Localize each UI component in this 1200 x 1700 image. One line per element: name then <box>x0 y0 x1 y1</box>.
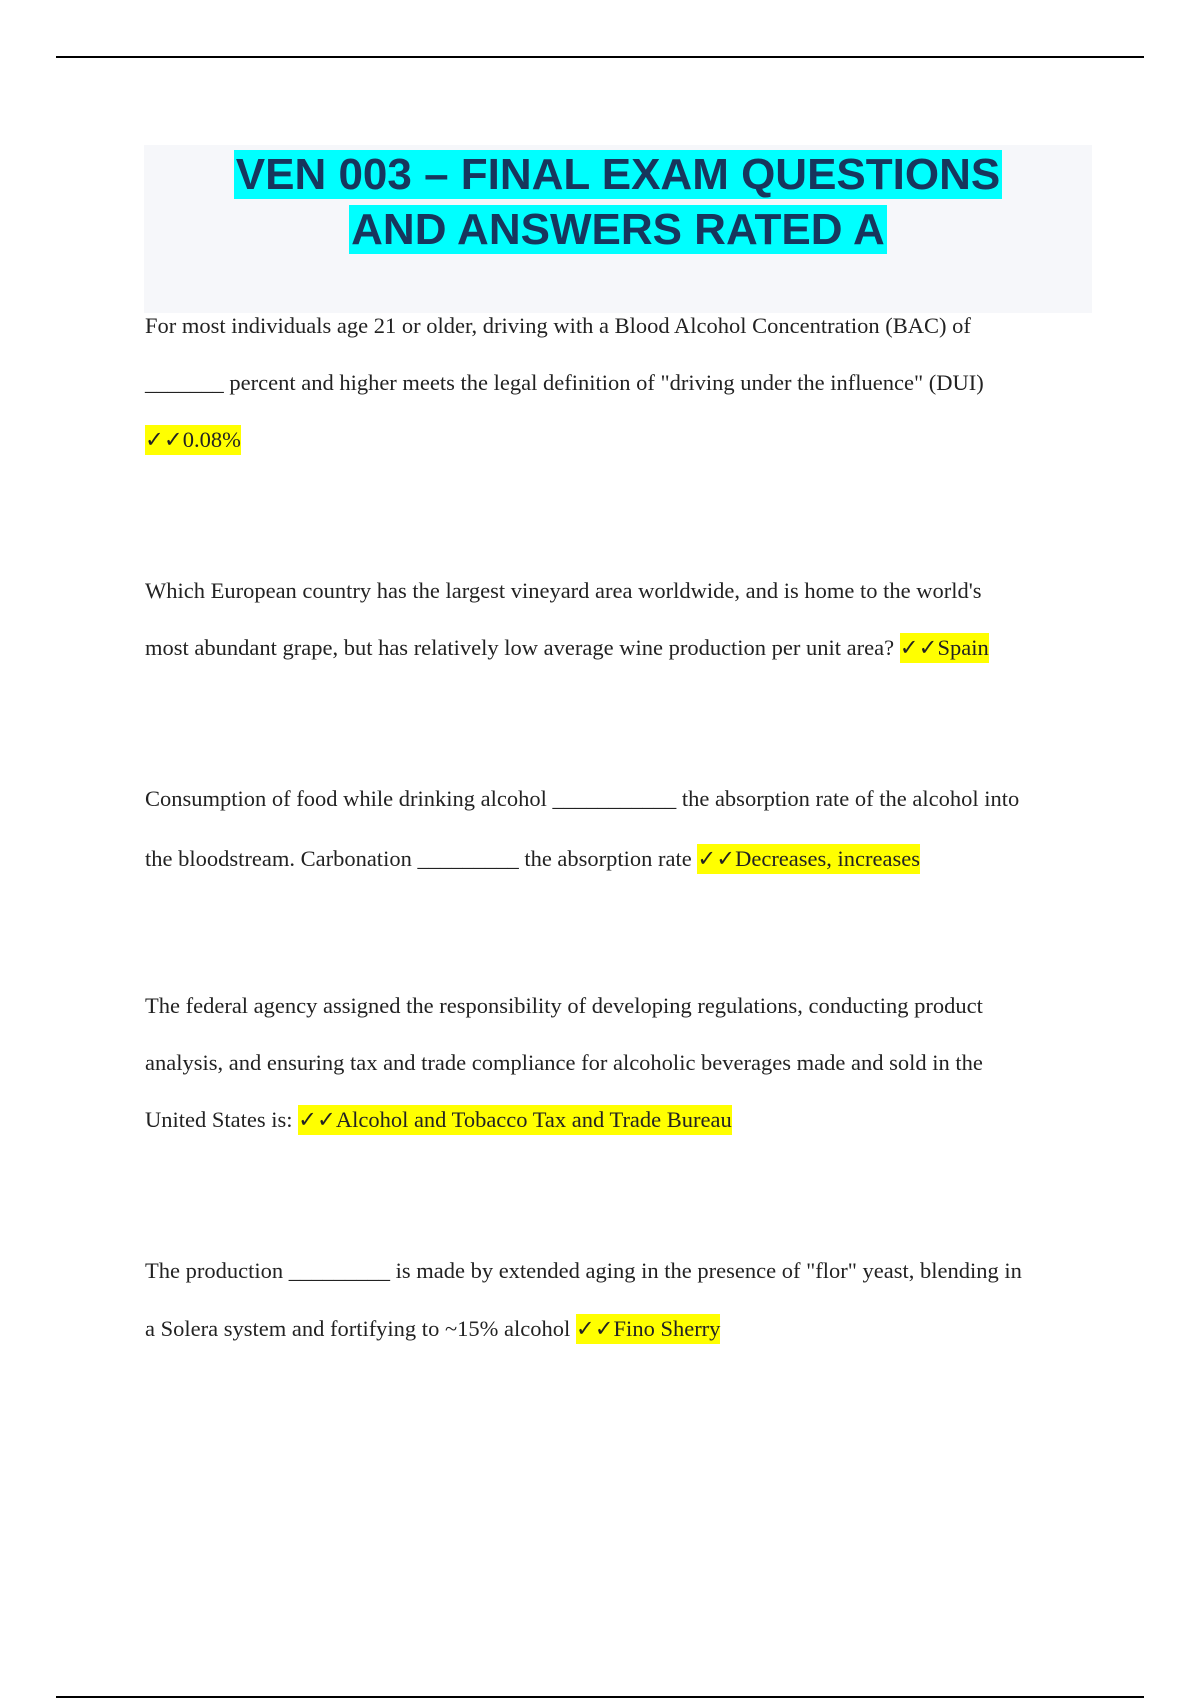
question-1-line-1: For most individuals age 21 or older, driving with a Blood Alcohol Concentration (BAC) of <box>145 313 971 338</box>
page-title-text-2: AND ANSWERS RATED A <box>351 205 885 254</box>
question-2 <box>145 562 1105 676</box>
question-5-line-2 <box>145 1300 1105 1358</box>
question-1-answer-line <box>145 411 1105 468</box>
page-title-line-2 <box>144 202 1092 257</box>
question-3 <box>145 769 1105 889</box>
question-1-answer: ✓✓0.08% <box>145 425 241 455</box>
question-4-line-3-text: United States is: <box>145 1107 299 1132</box>
question-4-answer: ✓✓Alcohol and Tobacco Tax and Trade Bureau <box>298 1105 732 1135</box>
question-3-line-2-text: the bloodstream. Carbonation _________ the absorption rate <box>145 846 698 871</box>
question-2-line-2-text: most abundant grape, but has relatively low average wine production per unit area? <box>145 635 900 660</box>
question-3-line-2 <box>145 829 1105 889</box>
question-5-answer: ✓✓Fino Sherry <box>576 1314 721 1344</box>
page-title-line-1 <box>144 147 1092 202</box>
question-4-line-2: analysis, and ensuring tax and trade compliance for alcoholic beverages made and sold in the <box>145 1050 983 1075</box>
question-2-line-1: Which European country has the largest vineyard area worldwide, and is home to the world's <box>145 578 982 603</box>
question-5 <box>145 1242 1105 1358</box>
question-5-line-1: The production _________ is made by extended aging in the presence of "flor" yeast, blending in <box>145 1258 1022 1283</box>
question-3-answer: ✓✓Decreases, increases <box>697 844 920 874</box>
question-1 <box>145 297 1105 468</box>
title-block <box>144 145 1092 313</box>
question-4-line-1: The federal agency assigned the responsibility of developing regulations, conducting product <box>145 993 983 1018</box>
question-4 <box>145 977 1105 1148</box>
page-title-text-1: VEN 003 – FINAL EXAM QUESTIONS <box>235 150 1001 199</box>
top-rule <box>56 56 1144 58</box>
bottom-rule <box>56 1696 1144 1698</box>
question-4-line-3 <box>145 1091 1105 1148</box>
question-2-answer: ✓✓Spain <box>900 633 989 663</box>
question-2-line-2 <box>145 619 1105 676</box>
question-3-line-1: Consumption of food while drinking alcohol ___________ the absorption rate of the alcohol into <box>145 786 1020 811</box>
question-5-line-2-text: a Solera system and fortifying to ~15% alcohol <box>145 1316 576 1341</box>
question-1-line-2: _______ percent and higher meets the legal definition of "driving under the influence" (DUI) <box>145 370 984 395</box>
